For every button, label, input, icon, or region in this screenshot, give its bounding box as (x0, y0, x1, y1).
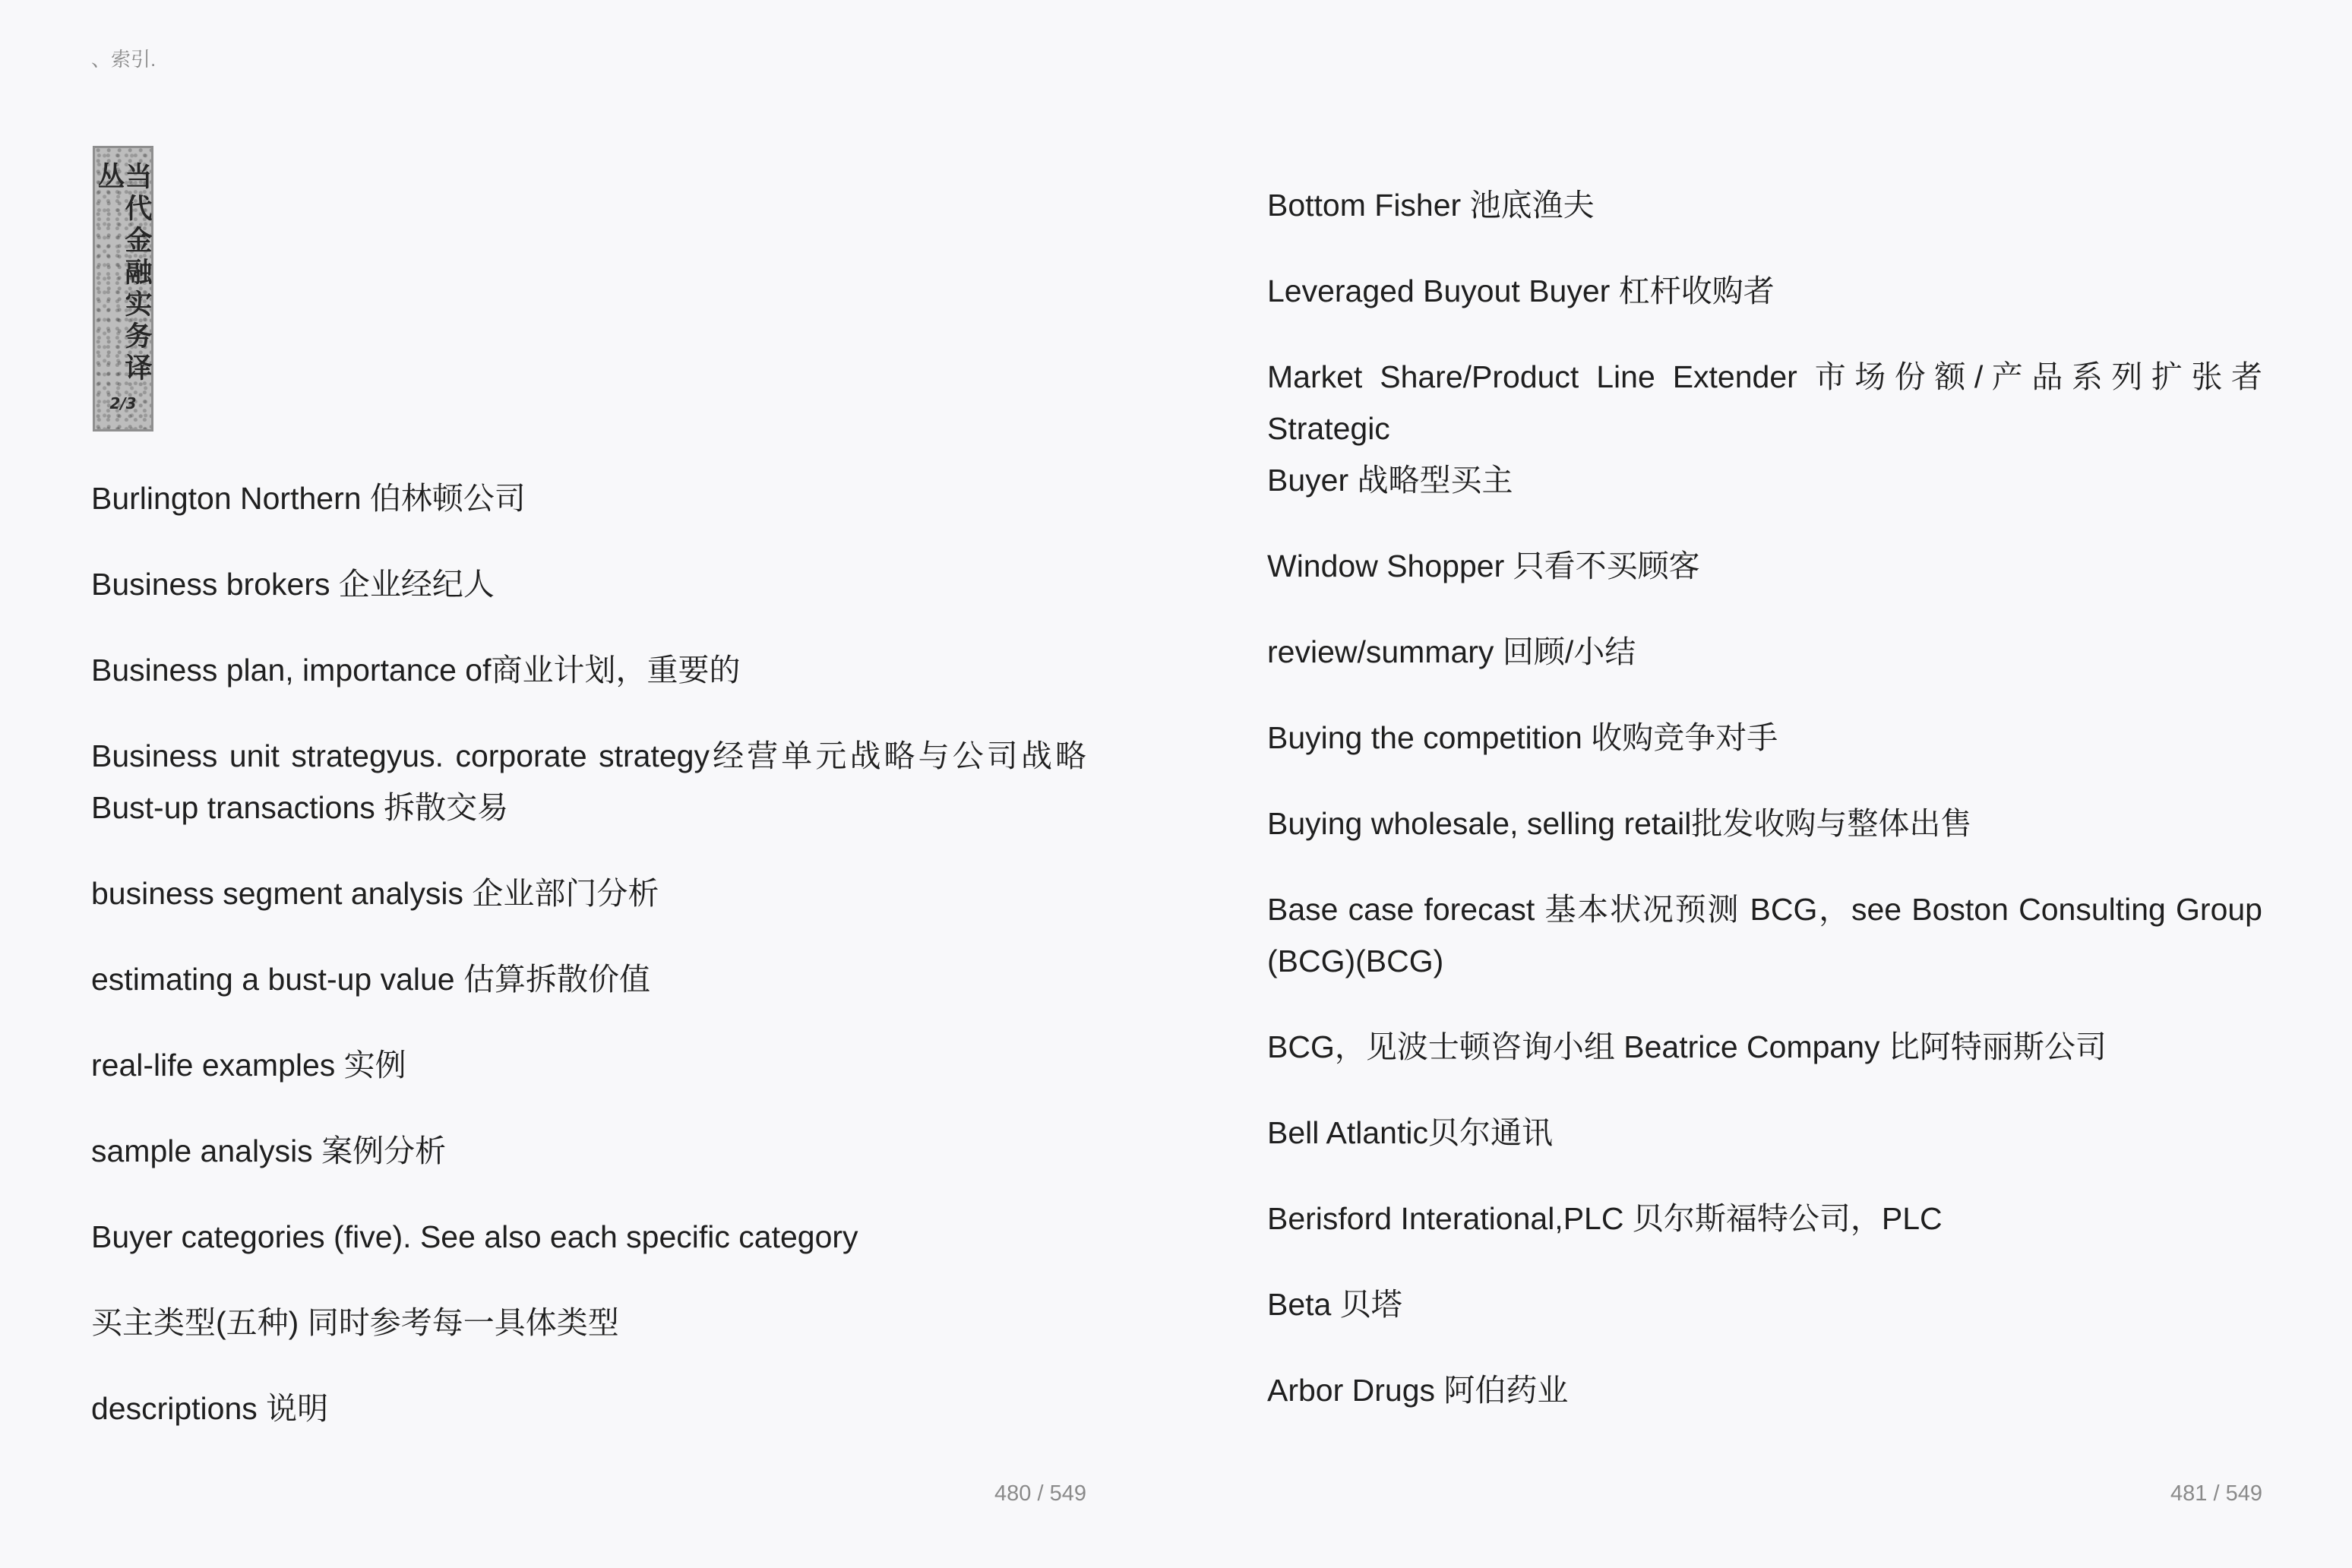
index-entry-line: Base case forecast 基本状况预测 BCG，see Boston Consulting Group (1267, 892, 2262, 927)
index-entry: Arbor Drugs 阿伯药业 (1267, 1373, 1569, 1408)
index-entry: BCG，见波士顿咨询小组 Beatrice Company 比阿特丽斯公司 (1267, 1029, 2107, 1064)
index-entry: Beta 贝塔 (1267, 1287, 1402, 1322)
index-entry: descriptions 说明 (91, 1391, 329, 1426)
index-entry: review/summary 回顾/小结 (1267, 634, 1636, 669)
index-entry: Leveraged Buyout Buyer 杠杆收购者 (1267, 273, 1775, 308)
index-entry: Bottom Fisher 池底渔夫 (1267, 188, 1595, 223)
index-entry: Business brokers 企业经纪人 (91, 567, 495, 602)
running-head: 、索引. (91, 48, 156, 71)
page-number: 481 / 549 (2170, 1481, 2262, 1506)
index-entry: Buying wholesale, selling retail批发收购与整体出售 (1267, 806, 1972, 841)
index-entry: Window Shopper 只看不买顾客 (1267, 548, 1700, 583)
spine-title: 当代金融实务译丛 (93, 162, 153, 385)
index-entry-line: Buyer 战略型买主 (1267, 463, 1513, 498)
index-entry: sample analysis 案例分析 (91, 1133, 447, 1168)
page-number: 480 / 549 (994, 1481, 1086, 1506)
index-entry-line: Bust-up transactions 拆散交易 (91, 790, 509, 825)
index-entry: estimating a bust-up value 估算拆散价值 (91, 962, 650, 997)
index-entry: Burlington Northern 伯林顿公司 (91, 481, 526, 516)
index-entry: Buyer categories (five). See also each specific category (91, 1219, 858, 1254)
index-entry: Business plan, importance of商业计划，重要的 (91, 653, 741, 688)
index-entry (1267, 351, 2285, 506)
index-entries-left (91, 473, 1109, 1468)
index-entry: 买主类型(五种) 同时参考每一具体类型 (91, 1305, 619, 1340)
index-entry: business segment analysis 企业部门分析 (91, 876, 659, 911)
index-entry: Bell Atlantic贝尔通讯 (1267, 1115, 1553, 1150)
index-entry: Berisford Interational,PLC 贝尔斯福特公司，PLC (1267, 1201, 1943, 1236)
index-entry-line: Business unit strategyus. corporate strategy经营单元战略与公司战略 (91, 738, 1086, 773)
index-entry-line: Market Share/Product Line Extender 市场份额/产品系列扩张者 Strategic (1267, 359, 2262, 446)
index-entry: real-life examples 实例 (91, 1048, 406, 1083)
book-spine-image (93, 146, 153, 432)
spine-number: 2/3 (109, 394, 137, 413)
index-entry-line: (BCG)(BCG) (1267, 944, 1444, 978)
right-page (1176, 0, 2352, 1568)
index-entries-right (1267, 179, 2285, 1450)
index-entry: Buying the competition 收购竞争对手 (1267, 720, 1778, 755)
index-entry (91, 730, 1109, 833)
index-entry (1267, 884, 2285, 987)
